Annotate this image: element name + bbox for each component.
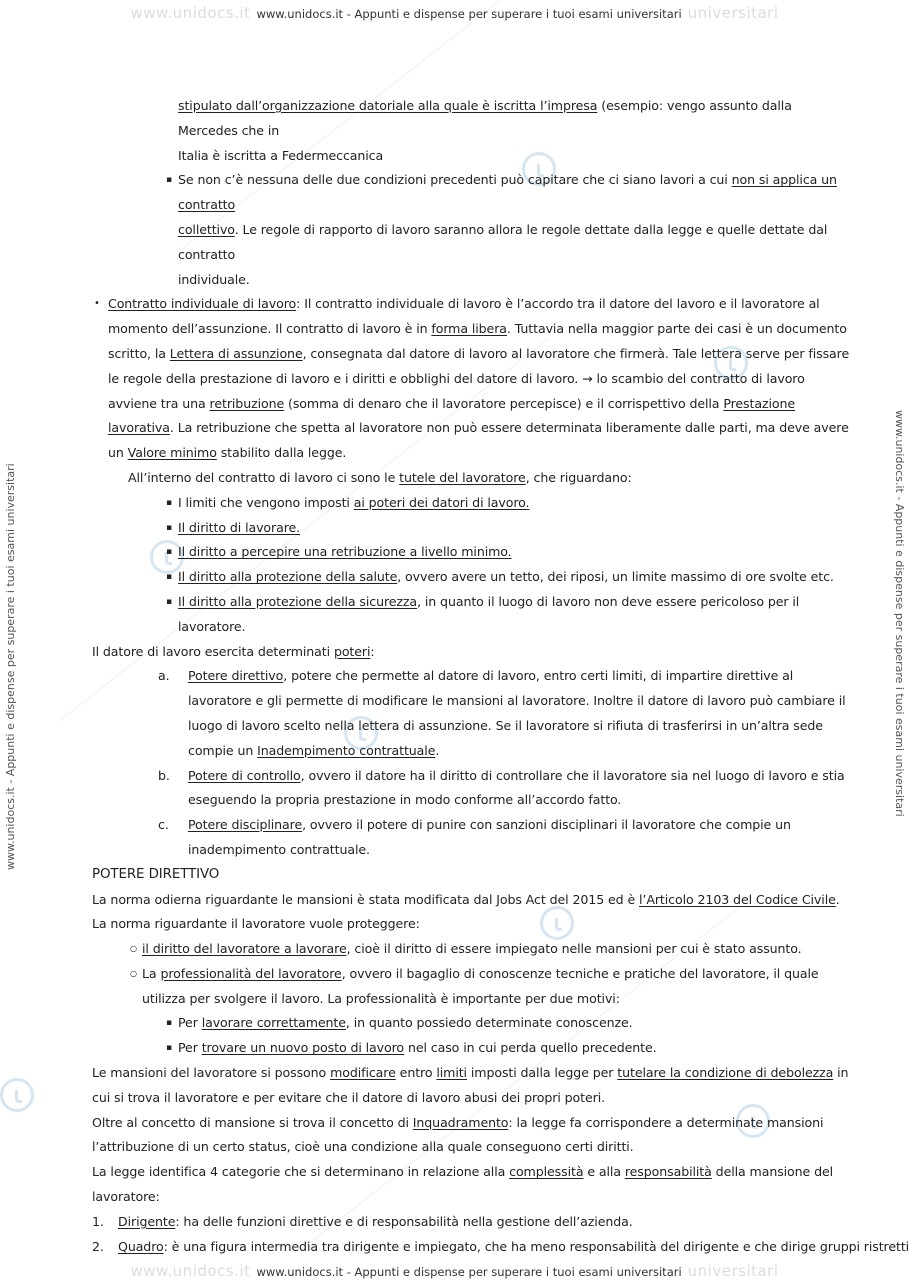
list-item: a. Potere direttivo, potere che permette al datore di lavoro, entro certi limiti, di impartire direttive al lavoratore e gli permette di modificare le mansioni al lavoratore. Inoltre il datore di lavoro può cambiare il luogo di lavoro scelto nella lettera di assunzione. Se il lavoratore si rifiuta di trasferirsi in un’altra sede compie un Inadempimento contrattuale. — [158, 668, 846, 758]
header-ghost-right: universitari — [687, 4, 779, 22]
unidocs-logo-icon — [0, 1078, 34, 1112]
norma-paragraph: La norma odierna riguardante le mansioni è stata modificata dal Jobs Act del 2015 ed è l’Articolo 2103 del Codice Civile. La norma riguardante il lavoratore vuole proteggere: — [92, 891, 840, 932]
section-heading: POTERE DIRETTIVO — [92, 866, 220, 882]
list-item: ▪ Il diritto di lavorare. — [178, 516, 852, 541]
tutele-intro: All’interno del contratto di lavoro ci sono le tutele del lavoratore, che riguardano: — [128, 469, 632, 485]
list-item: ○ La professionalità del lavoratore, ovvero il bagaglio di conoscenze tecniche e pratiche del lavoratore, il quale utilizza per svolgere il lavoro. La professionalità è importante per due motivi: — [142, 962, 852, 1012]
list-item: 2. Quadro: è una figura intermedia tra dirigente e impiegato, che ha meno responsabilità del dirigente e che dirige gruppi ristretti — [92, 1238, 909, 1254]
list-item: ▪ Per lavorare correttamente, in quanto possiedo determinate conoscenze. — [178, 1011, 852, 1036]
inquadramento-paragraph: Oltre al concetto di mansione si trova il concetto di Inquadramento: la legge fa corrispondere a determinate mansioni l’attribuzione di un certo status, cioè una condizione alla quale conseguono certi diritti. — [92, 1114, 824, 1155]
footer-text[interactable]: www.unidocs.it - Appunti e dispense per superare i tuoi esami universitari — [256, 1265, 682, 1279]
list-item: ▪ Il diritto a percepire una retribuzione a livello minimo. — [178, 540, 852, 565]
list-item: ▪ I limiti che vengono imposti ai poteri dei datori di lavoro. — [178, 491, 852, 516]
list-item: ▪ Il diritto alla protezione della sicurezza, in quanto il luogo di lavoro non deve essere pericoloso per il lavoratore. — [178, 590, 852, 640]
list-item: ▪ Se non c’è nessuna delle due condizioni precedenti può capitare che ci siano lavori a cui non si applica un contratto collettivo. Le regole di rapporto di lavoro saranno allora le regole dettate dalla legge e quelle dettate dal contratto individuale. — [178, 168, 852, 292]
list-item: 1. Dirigente: ha delle funzioni direttive e di responsabilità nella gestione dell’azienda. — [92, 1213, 633, 1229]
header-ghost: www.unidocs.it — [130, 4, 251, 22]
list-item: ▪ Il diritto alla protezione della salute, ovvero avere un tetto, dei riposi, un limite massimo di ore svolte etc. — [178, 565, 852, 590]
mansioni-paragraph: Le mansioni del lavoratore si possono modificare entro limiti imposti dalla legge per tutelare la condizione di debolezza in cui si trova il lavoratore e per evitare che il datore di lavoro abusi dei propri poteri. — [92, 1065, 849, 1105]
list-item: ▪ Per trovare un nuovo posto di lavoro nel caso in cui perda quello precedente. — [178, 1036, 852, 1061]
header-text[interactable]: www.unidocs.it - Appunti e dispense per superare i tuoi esami universitari — [256, 7, 682, 21]
side-text-right: www.unidocs.it - Appunti e dispense per superare i tuoi esami universitari — [893, 410, 906, 817]
poteri-intro: Il datore di lavoro esercita determinati poteri: — [92, 643, 375, 659]
list-item: b. Potere di controllo, ovvero il datore ha il diritto di controllare che il lavoratore sia nel luogo di lavoro e stia eseguendo la propria prestazione in modo conforme all’accordo fatto. — [158, 767, 845, 808]
list-item: ○ il diritto del lavoratore a lavorare, cioè il diritto di essere impiegato nelle mansioni per cui è stato assunto. — [142, 937, 852, 962]
side-text-left: www.unidocs.it - Appunti e dispense per superare i tuoi esami universitari — [4, 463, 17, 870]
list-item: c. Potere disciplinare, ovvero il potere di punire con sanzioni disciplinari il lavoratore che compie un inadempimento contrattuale. — [158, 817, 791, 857]
categorie-paragraph: La legge identifica 4 categorie che si determinano in relazione alla complessità e alla responsabilità della mansione del lavoratore: — [92, 1164, 834, 1205]
footer-ghost: www.unidocs.it — [130, 1262, 251, 1280]
continued-bullet: stipulato dall’organizzazione datoriale alla quale è iscritta l’impresa (esempio: vengo assunto dalla Mercedes che in Italia è iscritta a Federmeccanica — [178, 98, 792, 163]
page-footer — [0, 1262, 909, 1280]
page-header — [0, 4, 909, 22]
contratto-individuale-paragraph: • Contratto individuale di lavoro: Il contratto individuale di lavoro è l’accordo tra il datore del lavoro e il lavoratore al momento dell’assunzione. Il contratto di lavoro è in forma libera. Tuttavia nella maggior parte dei casi è un documento scritto, la Lettera di assunzione, consegnata dal datore di lavoro al lavoratore che firmerà. Tale lettera serve per fissare le regole della prestazione di lavoro e i diritti e obblighi del datore di lavoro. → lo scambio del contratto di lavoro avviene tra una retribuzione (somma di denaro che il lavoratore percepisce) e il corrispettivo della Prestazione lavorativa. La retribuzione che spetta al lavoratore non può essere determinata liberamente dalle parti, ma deve avere un Valore minimo stabilito dalla legge. — [108, 292, 852, 466]
footer-ghost-right: universitari — [687, 1262, 779, 1280]
